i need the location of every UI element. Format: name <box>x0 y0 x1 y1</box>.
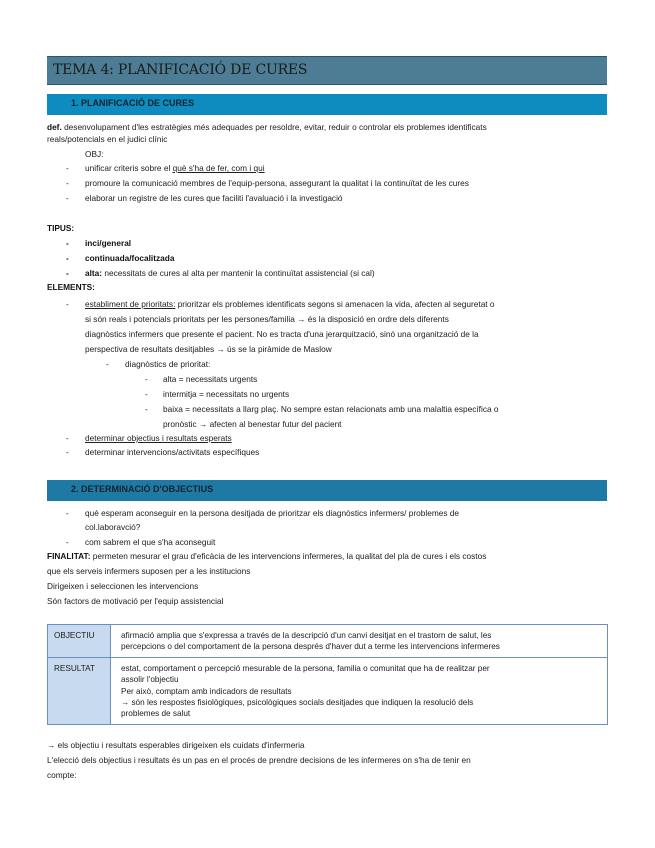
obj-label: OBJ: <box>85 149 104 159</box>
after-table-line-3: compte: <box>47 770 77 780</box>
tipus-item-1: inci/general <box>85 238 132 248</box>
bullet-dash: - <box>66 447 69 457</box>
bullet-dash: - <box>66 193 69 203</box>
bullet-dash: - <box>145 404 148 414</box>
elements-label: ELEMENTS: <box>47 282 95 292</box>
finalitat-label: FINALITAT: <box>47 551 91 561</box>
diag-item-2: intermitja = necessitats no urgents <box>163 389 290 399</box>
bullet-dash: - <box>145 374 148 384</box>
factors-line: Són factors de motivació per l'equip assistencial <box>47 596 224 606</box>
obj-item-3: elaborar un registre de les cures que faciliti l'avaluació i la investigació <box>85 193 343 203</box>
def-label: def. <box>47 122 62 132</box>
question-2: com sabrem el que s'ha aconseguit <box>85 537 216 547</box>
table-row <box>48 657 608 724</box>
tipus-item-3-label: alta: <box>85 268 103 278</box>
definition-line-2: reals/potencials en el judici clínic <box>47 134 168 144</box>
bullet-dash: - <box>66 253 69 263</box>
element-3: determinar intervencions/activitats específiques <box>85 447 260 457</box>
section-1-heading: 1. PLANIFICACIÓ DE CURES <box>71 98 195 108</box>
finalitat-line-1 <box>47 550 486 562</box>
bullet-dash: - <box>66 268 69 278</box>
element-1-line-4: perspectiva de resultats desitjables → ús se la piràmide de Maslow <box>85 344 332 354</box>
diag-item-1: alta = necessitats urgents <box>163 374 258 384</box>
objectiu-key: OBJECTIU <box>48 625 111 658</box>
resultat-value <box>111 657 608 724</box>
element-1-line-2: si són reals i potencials prioritats per les persones/familia → és la disposició en ordre dels diferents <box>85 314 449 324</box>
after-table-line-1: → els objectiu i resultats esperables dirigeixen els cuidats d'infermeria <box>47 740 305 750</box>
finalitat-line-2: que els serveis infermers suposen per a les institucions <box>47 566 251 576</box>
diag-item-3-line-2: pronòstic → afecten al benestar futur del pacient <box>163 419 342 429</box>
section-2-heading: 2. DETERMINACIÓ D'OBJECTIUS <box>71 484 214 494</box>
resultat-line-1: estat, comportament o percepció mesurable de la persona, familia o comunitat que ha de realitzar per <box>121 663 490 673</box>
table-row <box>48 625 608 658</box>
bullet-dash: - <box>66 508 69 518</box>
bullet-dash: - <box>66 299 69 309</box>
element-1-line-3: diagnòstics infermers que presente el pacient. No es tracta d'una jerarquització, sinó una organització de la <box>85 329 479 339</box>
bullet-dash: - <box>106 359 109 369</box>
obj-item-2: promoure la comunicació membres de l'equip-persona, assegurant la qualitat i la continuïtat de les cures <box>85 178 469 188</box>
dirigeixen-line: Dirigeixen i seleccionen les intervencions <box>47 581 199 591</box>
bullet-dash: - <box>66 537 69 547</box>
element-1-title: establiment de prioritats: <box>85 299 176 309</box>
resultat-line-5: problemes de salut <box>121 709 191 719</box>
element-1-line-1 <box>85 298 495 310</box>
section-1-banner <box>47 94 607 115</box>
diag-item-3-line-1: baixa = necessitats a llarg plaç. No sempre estan relacionats amb una malaltia específica o <box>163 404 499 414</box>
definitions-table <box>47 624 608 725</box>
resultat-line-4: → són les respostes fisiològiques, psicològiques socials desitjades que indiquen la resolució dels <box>121 698 474 708</box>
objectiu-line-2: percepcions o del comportament de la persona després d'haver dut a terme les intervencions infermeres <box>121 642 500 652</box>
question-1-line-2: col.laboravció? <box>85 522 141 532</box>
objectiu-value <box>111 625 608 658</box>
resultat-line-3: Per això, comptam amb indicadors de resultats <box>121 686 292 696</box>
resultat-key: RESULTAT <box>48 657 111 724</box>
question-1-line-1: què esperam aconseguir en la persona desitjada de prioritzar els diagnòstics infermers/ problemes de <box>85 508 460 518</box>
objectiu-line-1: afirmació amplia que s'expressa a través de la descripció d'un canvi desitjat en el trastorn de salut, les <box>121 631 492 640</box>
tipus-item-2: continuada/focalitzada <box>85 253 175 263</box>
page-title: TEMA 4: PLANIFICACIÓ DE CURES <box>53 62 308 78</box>
bullet-dash: - <box>66 178 69 188</box>
obj-item-1-text: unificar criteris sobre el <box>85 163 173 173</box>
obj-item-1-underlined: què s'ha de fer, com i qui <box>172 163 265 173</box>
tipus-item-3 <box>85 267 375 279</box>
bullet-dash: - <box>66 433 69 443</box>
tipus-label: TIPUS: <box>47 223 75 233</box>
diag-label: diagnòstics de prioritat: <box>125 359 211 369</box>
section-2-banner <box>47 480 607 501</box>
bullet-dash: - <box>66 238 69 248</box>
after-table-line-2: L'elecció dels objectius i resultats és un pas en el procés de prendre decisions de les infermeres on s'ha de tenir en <box>47 755 471 765</box>
title-banner <box>47 56 607 85</box>
bullet-dash: - <box>66 163 69 173</box>
element-1-text: prioritzar els problemes identificats segons si amenacen la vida, afecten al seguretat o <box>175 299 495 309</box>
def-text: desenvolupament d'les estratègies més adequades per resoldre, evitar, reduir o controlar els problemes identificats <box>61 122 487 132</box>
finalitat-text: permeten mesurar el grau d'eficàcia de les intervencions infermeres, la qualitat del pla de cures i els costos <box>90 551 487 561</box>
element-2: determinar objectius i resultats esperats <box>85 433 232 443</box>
resultat-line-2: assolir l'objectiu <box>121 675 179 685</box>
bullet-dash: - <box>145 389 148 399</box>
tipus-item-3-text: necessitats de cures al alta per mantenir la continuïtat assistencial (si cal) <box>102 268 375 278</box>
obj-item-1 <box>85 162 265 174</box>
definition-line-1 <box>47 121 487 133</box>
